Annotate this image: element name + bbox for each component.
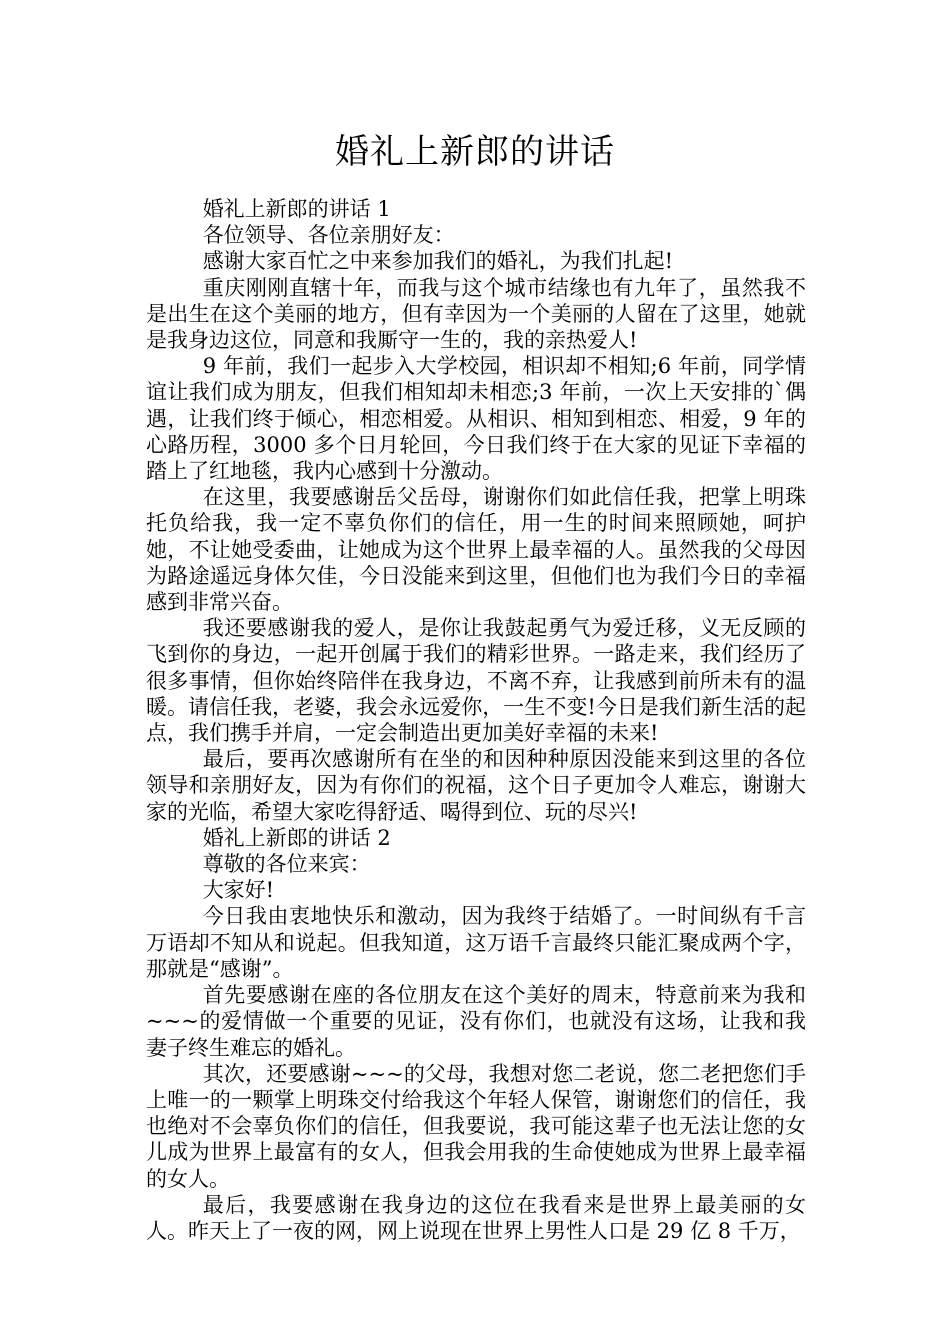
paragraph: 婚礼上新郎的讲话 1 bbox=[202, 197, 391, 221]
paragraph: 首先要感谢在座的各位朋友在这个美好的周末，特意前来为我和~~~的爱情做一个重要的见证，没有你们，也就没有这场，让我和我妻子终生难忘的婚礼。 bbox=[146, 983, 806, 1060]
paragraph: 今日我由衷地快乐和激动，因为我终于结婚了。一时间纵有千言万语却不知从和说起。但我知道，这万语千言最终只能汇聚成两个字，那就是“感谢”。 bbox=[146, 904, 806, 981]
paragraph: 最后，要再次感谢所有在坐的和因种种原因没能来到这里的各位领导和亲朋好友，因为有你们的祝福，这个日子更加令人难忘，谢谢大家的光临，希望大家吃得舒适、喝得到位、玩的尽兴! bbox=[146, 747, 806, 824]
paragraph: 感谢大家百忙之中来参加我们的婚礼，为我们扎起! bbox=[202, 249, 674, 274]
paragraph: 尊敬的各位来宾： bbox=[202, 852, 371, 877]
paragraph: 重庆刚刚直辖十年，而我与这个城市结缘也有九年了，虽然我不是出生在这个美丽的地方，但有幸因为一个美丽的人留在了这里，她就是我身边这位，同意和我厮守一生的，我的亲热爱人! bbox=[146, 275, 806, 353]
paragraph: 各位领导、各位亲朋好友： bbox=[202, 223, 455, 248]
paragraph: 婚礼上新郎的讲话 2 bbox=[202, 825, 391, 850]
paragraph: 其次，还要感谢~~~的父母，我想对您二老说，您二老把您们手上唯一的一颗掌上明珠交付给我这个年轻人保管，谢谢您们的信任，我也绝对不会辜负你们的信任，但我要说，我可能这辈子也无法让您的女儿成为世界上最富有的女人，但我会用我的生命使她成为世界上最幸福的女人。 bbox=[146, 1061, 806, 1191]
paragraph: 9 年前，我们一起步入大学校园，相识却不相知;6 年前，同学情谊让我们成为朋友，但我们相知却未相恋;3 年前，一次上天安排的`偶遇，让我们终于倾心，相恋相爱。从相识、相知到相恋、相爱，9 年的心路历程，3000 多个日月轮回，今日我们终于在大家的见证下幸福的踏上了红地毯，我内心感到十分激动。 bbox=[146, 354, 806, 484]
paragraph: 我还要感谢我的爱人，是你让我鼓起勇气为爱迁移，义无反顾的飞到你的身边，一起开创属于我们的精彩世界。一路走来，我们经历了很多事情，但你始终陪伴在我身边，不离不弃，让我感到前所未有的温暖。请信任我，老婆，我会永远爱你，一生不变!今日是我们新生活的起点，我们携手并肩，一定会制造出更加美好幸福的未来! bbox=[146, 616, 806, 746]
document-title: 婚礼上新郎的讲话 bbox=[335, 132, 615, 172]
paragraph: 在这里，我要感谢岳父岳母，谢谢你们如此信任我，把掌上明珠托负给我，我一定不辜负你们的信任，用一生的时间来照顾她，呵护她，不让她受委曲，让她成为这个世界上最幸福的人。虽然我的父母因为路途遥远身体欠佳，今日没能来到这里，但他们也为我们今日的幸福感到非常兴奋。 bbox=[146, 485, 806, 615]
paragraph: 最后，我要感谢在我身边的这位在我看来是世界上最美丽的女人。昨天上了一夜的网，网上说现在世界上男性人口是 29 亿 8 千万， bbox=[146, 1192, 806, 1243]
paragraph: 大家好! bbox=[202, 878, 275, 903]
document-body bbox=[146, 196, 806, 1244]
